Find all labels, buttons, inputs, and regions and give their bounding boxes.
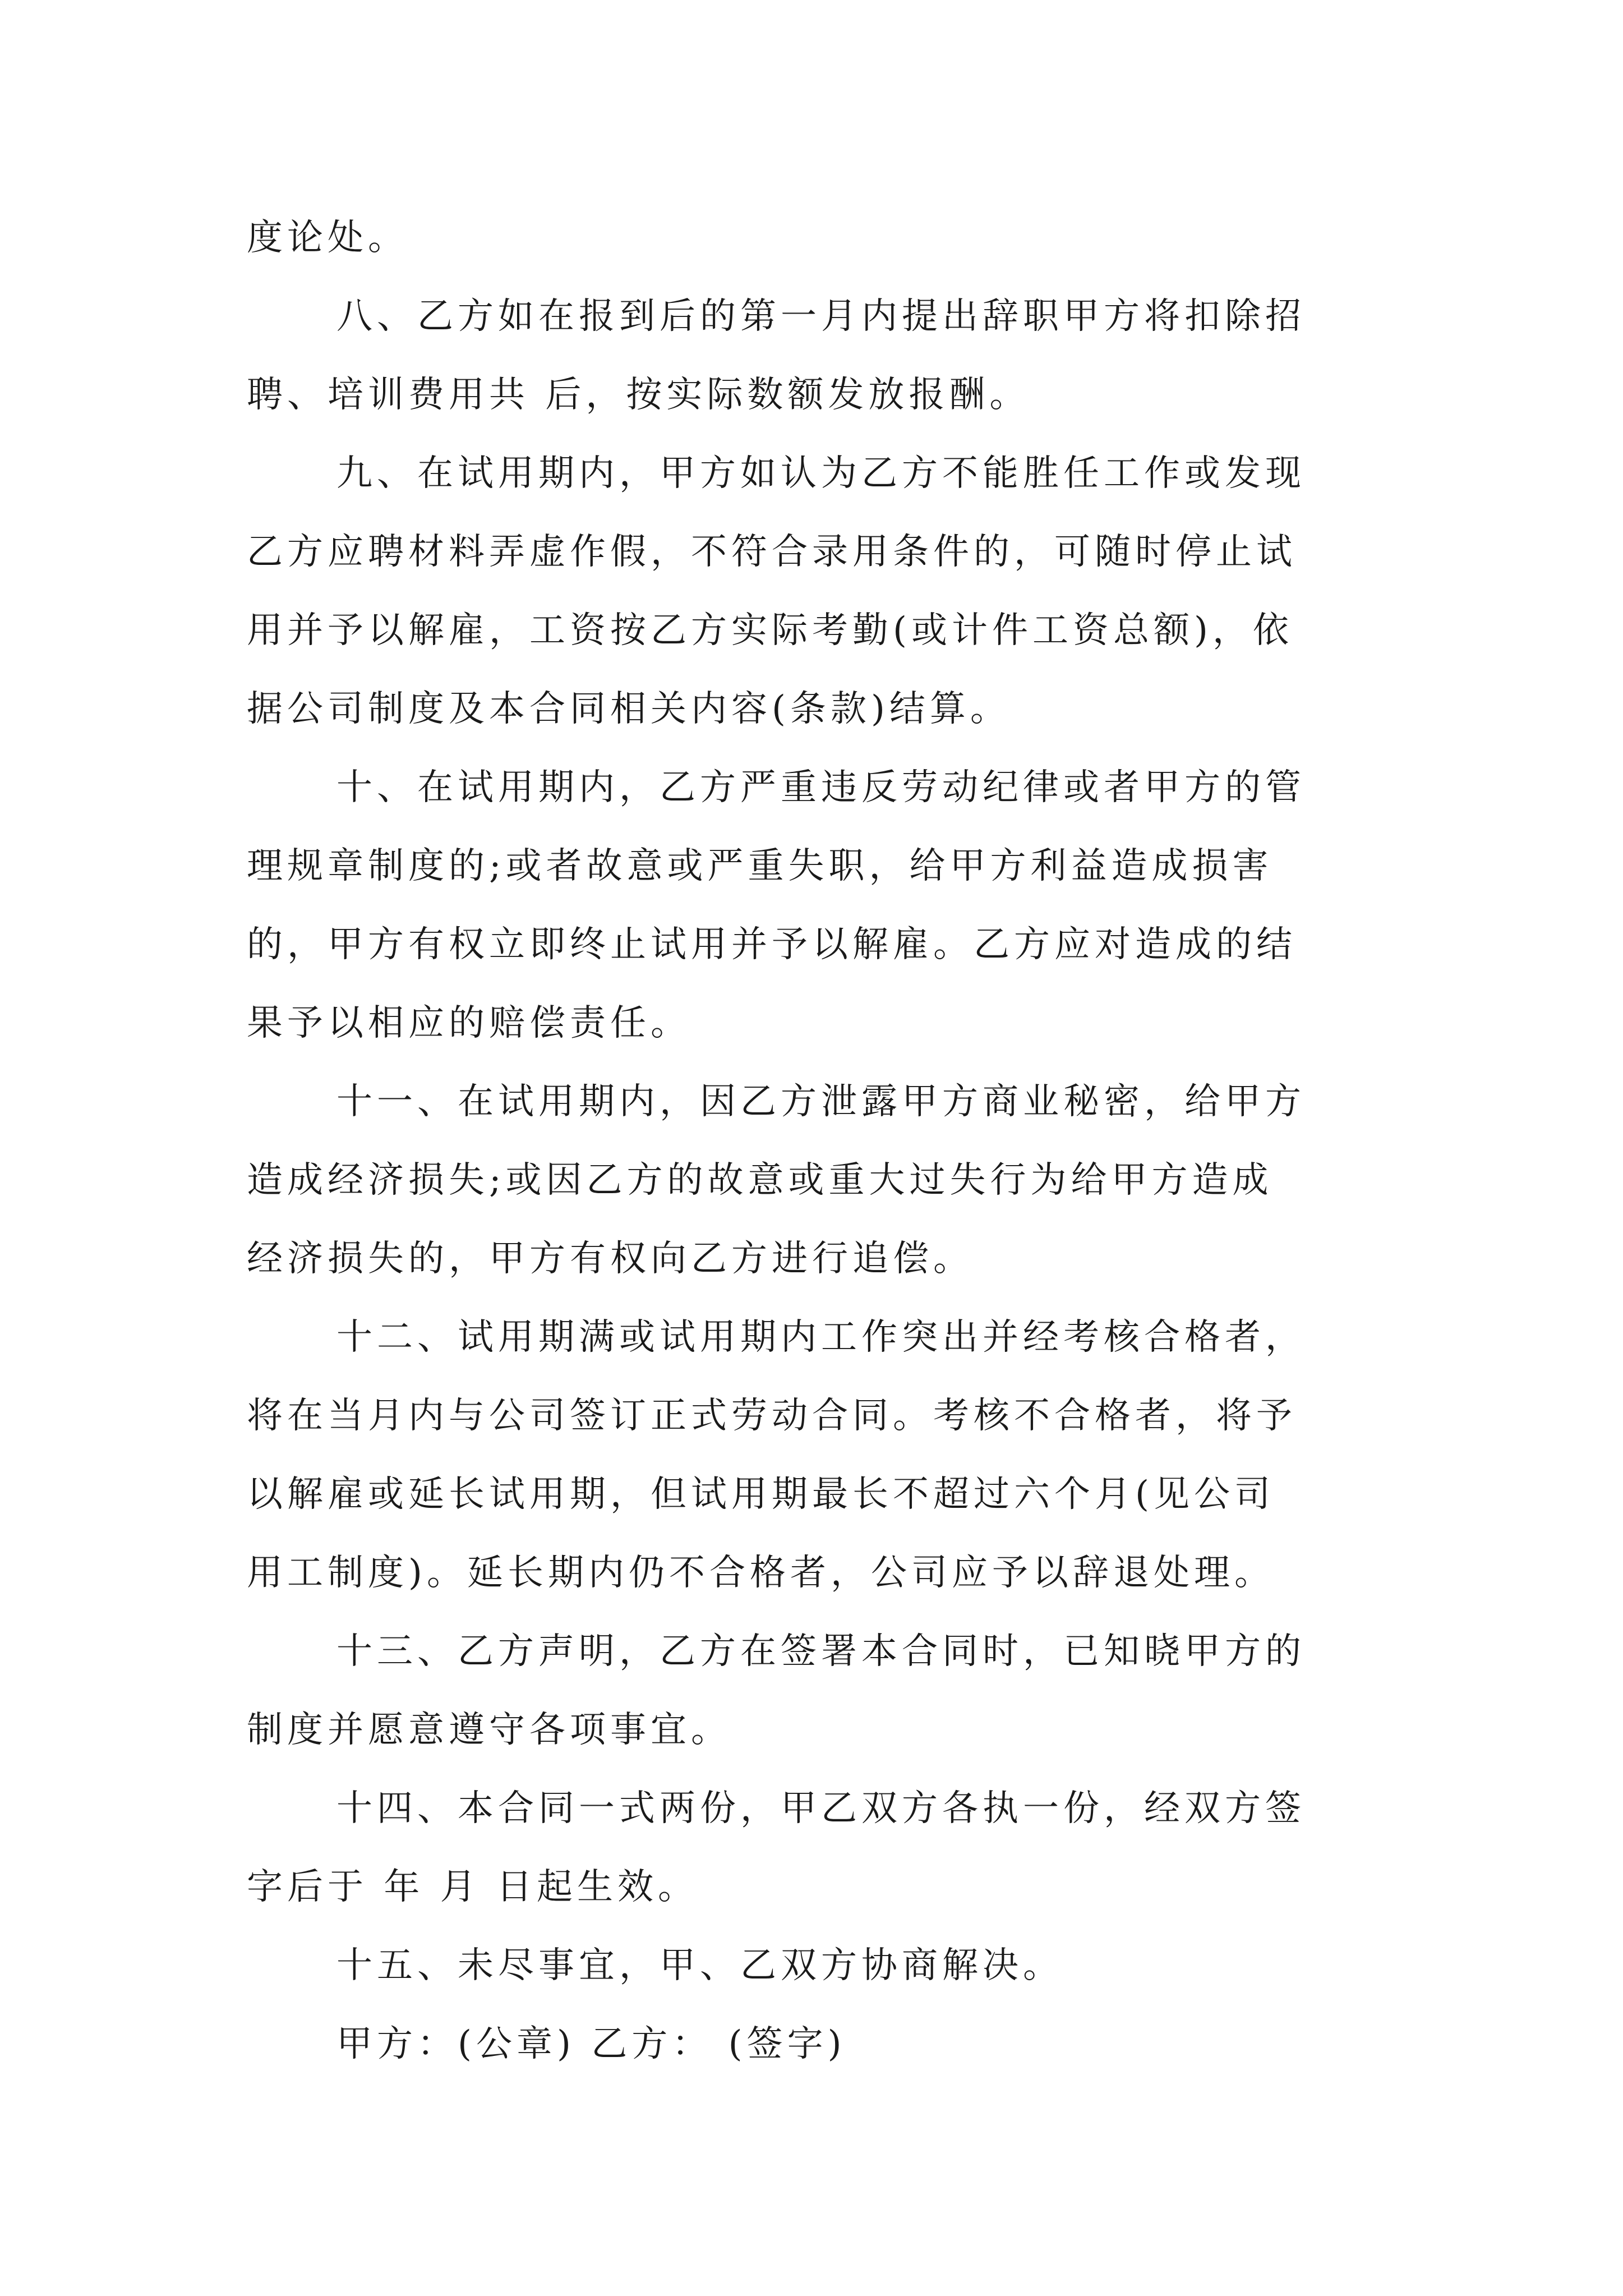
text-line: 据公司制度及本合同相关内容(条款)结算。 <box>247 688 1011 730</box>
clause-12-line: 十二、试用期满或试用期内工作突出并经考核合格者， <box>336 1317 1306 1358</box>
text-line: 理规章制度的;或者故意或严重失职，给甲方利益造成损害 <box>247 845 1273 887</box>
text-line: 果予以相应的赔偿责任。 <box>247 1002 691 1044</box>
text-line: 制度并愿意遵守各项事宜。 <box>247 1709 731 1751</box>
text-line: 乙方应聘材料弄虚作假，不符合录用条件的，可随时停止试 <box>247 531 1297 573</box>
clause-9-line: 九、在试用期内，甲方如认为乙方不能胜任工作或发现 <box>336 453 1306 494</box>
clause-13-line: 十三、乙方声明，乙方在签署本合同时，已知晓甲方的 <box>336 1631 1306 1672</box>
text-line: 经济损失的，甲方有权向乙方进行追偿。 <box>247 1238 974 1280</box>
text-line: 用并予以解雇，工资按乙方实际考勤(或计件工资总额)，依 <box>247 610 1293 651</box>
text-line: 以解雇或延长试用期，但试用期最长不超过六个月(见公司 <box>247 1474 1275 1515</box>
text-line: 用工制度)。延长期内仍不合格者，公司应予以辞退处理。 <box>247 1552 1275 1594</box>
signature-line: 甲方：(公章) 乙方： (签字) <box>336 2023 846 2065</box>
text-line: 聘、培训费用共 后，按实际数额发放报酬。 <box>247 374 1030 416</box>
clause-8-line: 八、乙方如在报到后的第一月内提出辞职甲方将扣除招 <box>336 296 1306 337</box>
clause-14-line: 十四、本合同一式两份，甲乙双方各执一份，经双方签 <box>336 1788 1306 1829</box>
clause-10-line: 十、在试用期内，乙方严重违反劳动纪律或者甲方的管 <box>336 767 1306 808</box>
text-line: 将在当月内与公司签订正式劳动合同。考核不合格者，将予 <box>247 1395 1297 1437</box>
clause-15-line: 十五、未尽事宜，甲、乙双方协商解决。 <box>336 1945 1063 1986</box>
text-line: 度论处。 <box>247 217 408 259</box>
text-line: 造成经济损失;或因乙方的故意或重大过失行为给甲方造成 <box>247 1159 1273 1201</box>
text-line: 字后于 年 月 日起生效。 <box>247 1866 699 1908</box>
text-line: 的，甲方有权立即终止试用并予以解雇。乙方应对造成的结 <box>247 924 1297 965</box>
clause-11-line: 十一、在试用期内，因乙方泄露甲方商业秘密，给甲方 <box>336 1081 1306 1122</box>
